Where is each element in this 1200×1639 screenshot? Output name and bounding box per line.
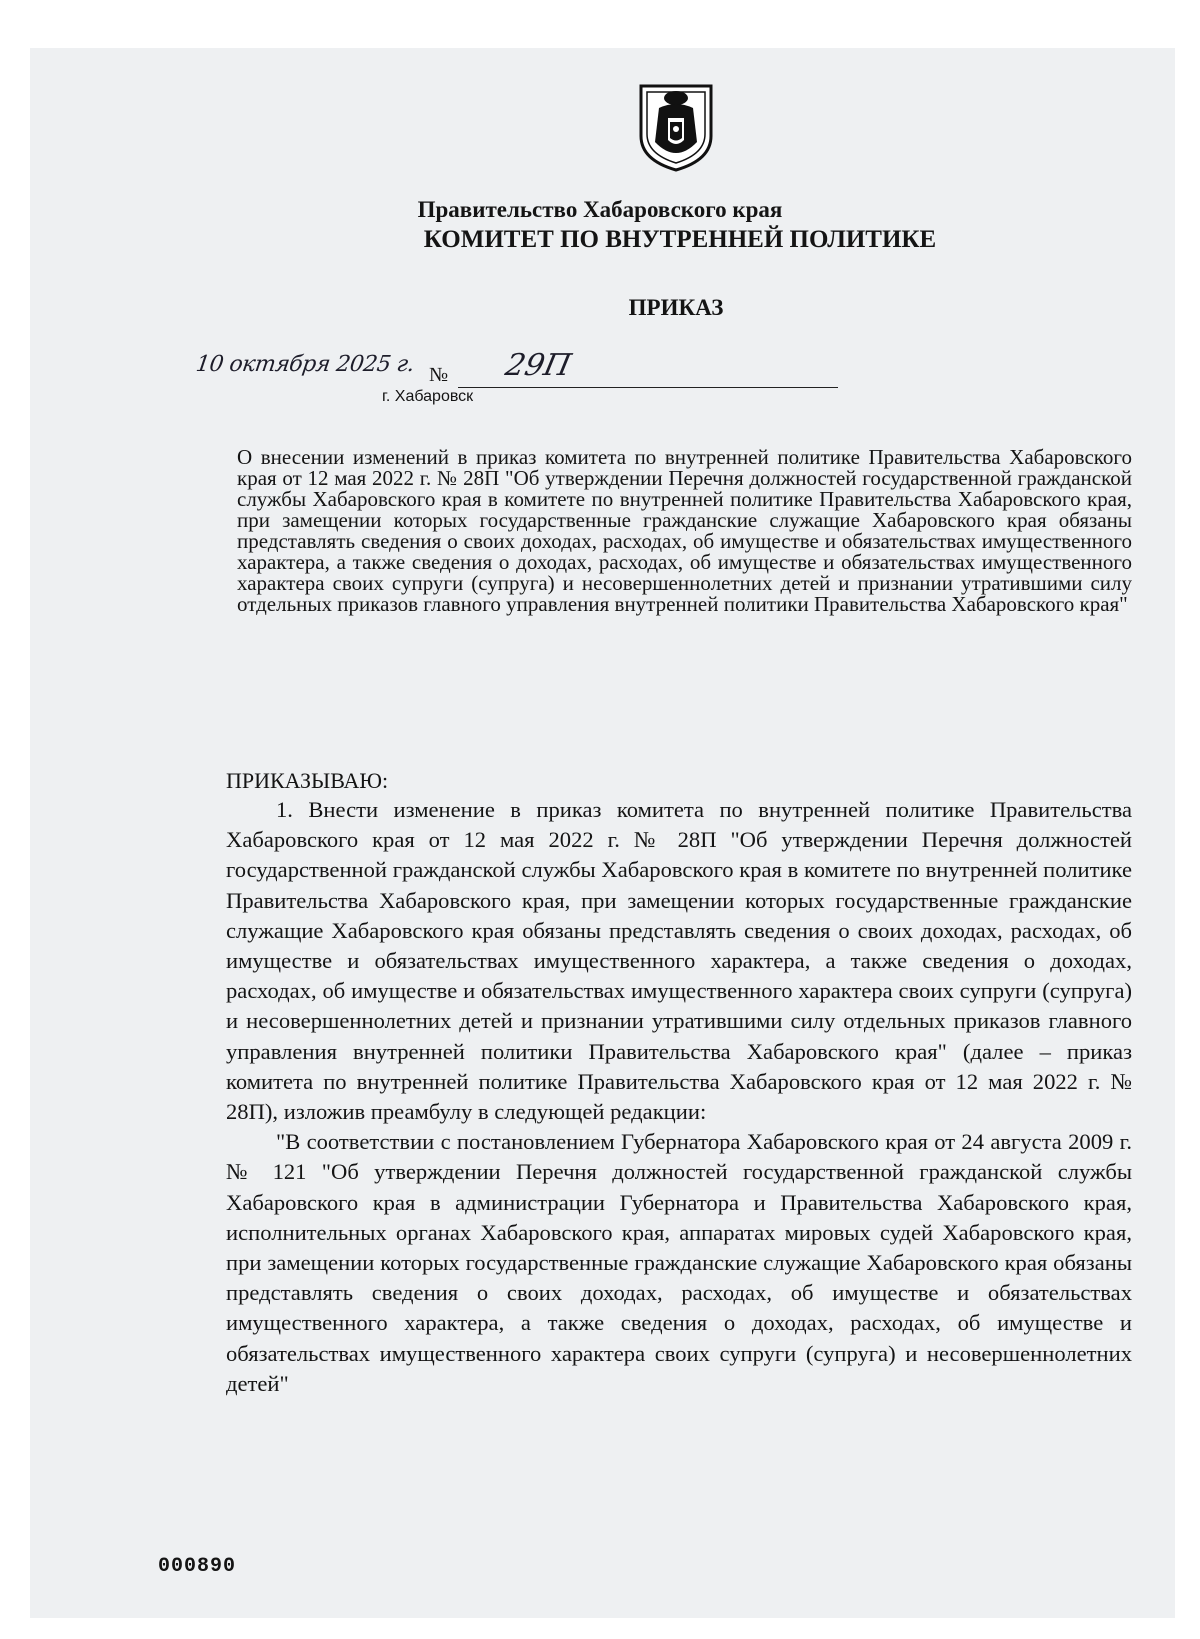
coat-of-arms-icon — [637, 82, 715, 174]
committee-name: КОМИТЕТ ПО ВНУТРЕННЕЙ ПОЛИТИКЕ — [423, 226, 937, 253]
paragraph-1: 1. Внести изменение в приказ комитета по внутренней политике Правительства Хабаровского края от 12 мая 2022 г. № 28П "Об утверждении Перечня должностей государственной гражданской службы Хабаровского края в комитете по внутренней политике Правительства Хабаровского края, при замещении которых государственные гражданские служащие Хабаровского края обязаны представлять сведения о своих доходах, расходах, об имуществе и обязательствах имущественного характера, а также сведения о доходах, расходах, об имуществе и обязательствах имущественного характера своих супруги (супруга) и несовершеннолетних детей и признании утратившими силу отдельных приказов главного управления внутренней политики Правительства Хабаровского края" (далее – приказ комитета по внутренней политике Правительства Хабаровского края от 12 мая 2022 г. № 28П), изложив преамбулу в следующей редакции: — [226, 797, 1132, 1125]
handwritten-date: 10 октября 2025 г. — [194, 352, 416, 377]
order-verb: ПРИКАЗЫВАЮ: — [226, 768, 389, 793]
paragraph-preamble: "В соответствии с постановлением Губернатора Хабаровского края от 24 августа 2009 г. № 121 "Об утверждении Перечня должностей государственной гражданской службы Хабаровского края в администрации Губернатора и Правительства Хабаровского края, исполнительных органах Хабаровского края, аппаратах мировых судей Хабаровского края, при замещении которых государственные гражданские служащие Хабаровского края обязаны представлять сведения о своих доходах, расходах, об имуществе и обязательствах имущественного характера, а также сведения о доходах, расходах, об имуществе и обязательствах имущественного характера своих супруги (супруга) и несовершеннолетних детей" — [226, 1129, 1132, 1396]
order-body — [226, 795, 1132, 1399]
number-underline — [458, 387, 838, 388]
handwritten-order-number: 29П — [502, 348, 575, 383]
form-number: 000890 — [158, 1555, 237, 1578]
city-label: г. Хабаровск — [382, 388, 474, 405]
document-type-title: ПРИКАЗ — [628, 295, 724, 320]
government-name: Правительство Хабаровского края — [417, 197, 783, 222]
order-subject: О внесении изменений в приказ комитета по внутренней политике Правительства Хабаровского края от 12 мая 2022 г. № 28П "Об утверждении Перечня должностей государственной гражданской службы Хабаровского края в комитете по внутренней политике Правительства Хабаровского края, при замещении которых государственные гражданские служащие Хабаровского края обязаны представлять сведения о своих доходах, расходах, об имуществе и обязательствах имущественного характера, а также сведения о доходах, расходах, об имуществе и обязательствах имущественного характера своих супруги (супруга) и несовершеннолетних детей и признании утратившими силу отдельных приказов главного управления внутренней политики Правительства Хабаровского края" — [237, 445, 1132, 616]
number-sign: № — [429, 364, 449, 386]
